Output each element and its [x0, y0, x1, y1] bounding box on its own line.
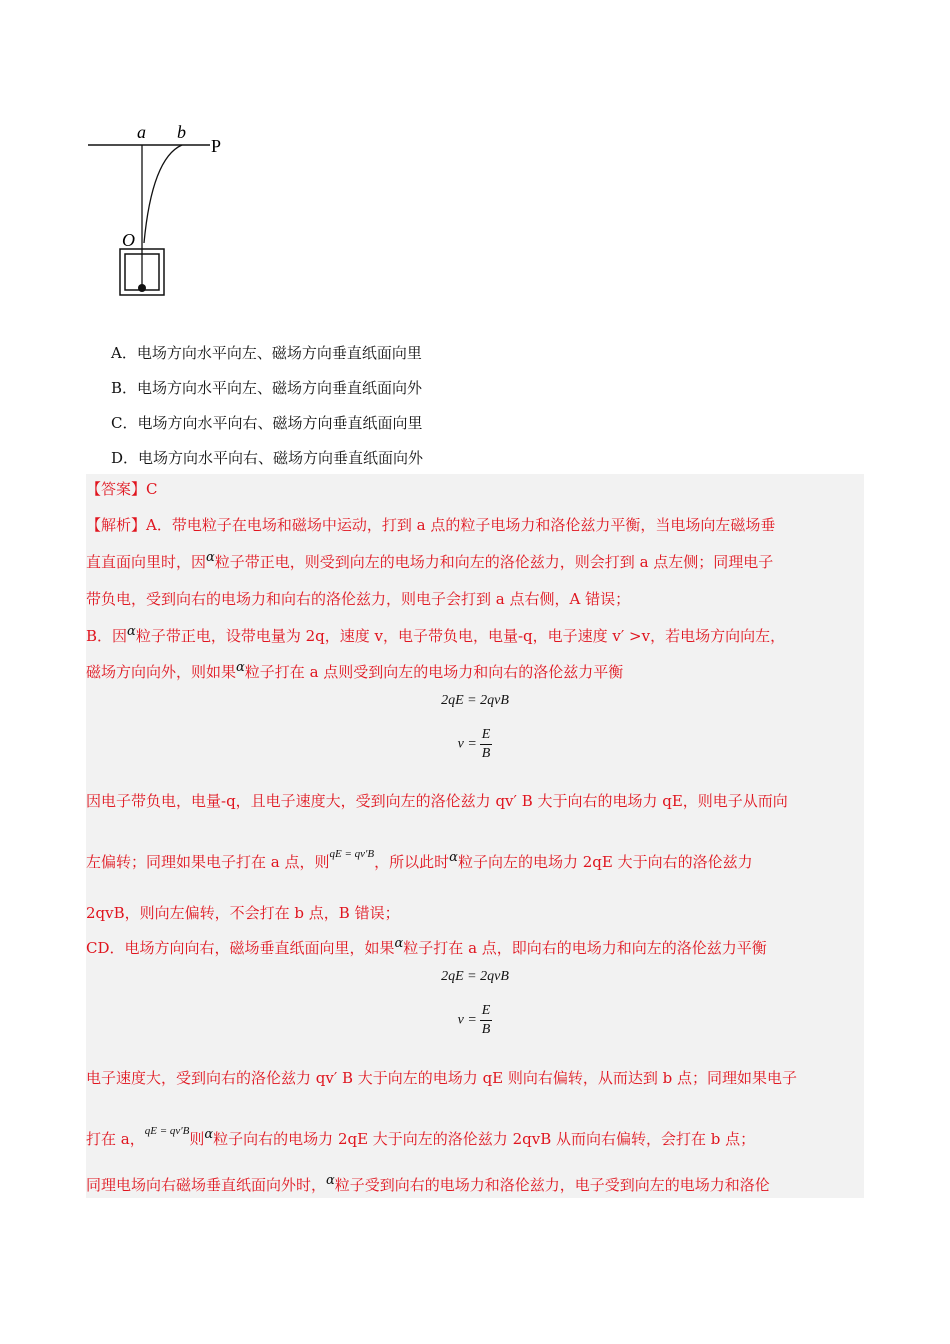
- answer-line: 【答案】C: [86, 480, 158, 498]
- analysis-line-5: 磁场方向向外，则如果α粒子打在 a 点则受到向左的电场力和向右的洛伦兹力平衡: [86, 660, 624, 681]
- alpha-symbol: α: [449, 850, 458, 865]
- alpha-symbol: α: [394, 936, 404, 951]
- formula-3: 2qE = 2qvB: [441, 969, 509, 984]
- analysis-line-10: 电子速度大，受到向右的洛伦兹力 qv′ B 大于向左的电场力 qE 则向右偏转，从而达到 b 点；同理如果电子: [86, 1069, 798, 1087]
- analysis-line-11: 打在 a，$^{qE = qv'B}$则α粒子向右的电场力 2qE 大于向左的洛伦兹力 2qvB 从而向右偏转，会打在 b 点；: [86, 1125, 756, 1148]
- formula-1: 2qE = 2qvB: [441, 693, 509, 708]
- option-d: D．电场方向水平向右、磁场方向垂直纸面向外: [111, 449, 424, 467]
- alpha-symbol: α: [236, 660, 245, 675]
- inline-equation: qE = qv′B: [329, 848, 375, 860]
- analysis-line-2: 直直面向里时，因α粒子带正电，则受到向左的电场力和向左的洛伦兹力，则会打到 a 点左侧；同理电子: [86, 550, 774, 571]
- alpha-symbol: α: [204, 1127, 214, 1142]
- curved-path: [144, 145, 182, 243]
- analysis-line-1: 【解析】A．带电粒子在电场和磁场中运动，打到 a 点的粒子电场力和洛伦兹力平衡，当电场向左磁场垂: [86, 516, 776, 534]
- formula-4: v = $\frac{E}{B}$: [457, 1003, 491, 1037]
- alpha-symbol: α: [127, 624, 136, 639]
- analysis-line-12: 同理电场向右磁场垂直纸面向外时，α粒子受到向右的电场力和洛伦兹力，电子受到向左的电场力和洛伦: [86, 1173, 770, 1194]
- formula-2: v = $\frac{E}{B}$: [457, 727, 491, 761]
- options-list: [111, 336, 423, 476]
- apparatus-diagram: [84, 118, 244, 308]
- answer-section: [86, 474, 864, 1198]
- analysis-line-6: 因电子带负电，电量-q，且电子速度大，受到向左的洛伦兹力 qv′ B 大于向右的电场力 qE，则电子从而向: [86, 792, 788, 810]
- apparatus-figure: [84, 118, 244, 308]
- label-o: O: [122, 230, 135, 250]
- option-b: B．电场方向水平向左、磁场方向垂直纸面向外: [111, 379, 423, 397]
- source-dot: [138, 284, 146, 292]
- label-b: b: [177, 122, 186, 142]
- inline-equation: qE = qv′B: [144, 1125, 190, 1137]
- analysis-line-8: 2qvB，则向左偏转，不会打在 b 点，B 错误；: [86, 904, 400, 922]
- label-p: P: [211, 136, 222, 156]
- option-a: A．电场方向水平向左、磁场方向垂直纸面向里: [111, 344, 422, 362]
- alpha-symbol: α: [326, 1173, 335, 1188]
- analysis-line-9: CD．电场方向向右，磁场垂直纸面向里，如果α粒子打在 a 点，即向右的电场力和向左的洛伦兹力平衡: [86, 936, 767, 957]
- label-a: a: [137, 122, 146, 142]
- alpha-symbol: α: [206, 550, 215, 565]
- analysis-line-7: 左偏转；同理如果电子打在 a 点，则$^{qE = qv'B}$，所以此时α粒子向左的电场力 2qE 大于向右的洛伦兹力: [86, 848, 753, 871]
- analysis-line-4: B．因α粒子带正电，设带电量为 2q，速度 v，电子带负电，电量-q，电子速度 v′ >v，若电场方向向左，: [86, 624, 786, 645]
- analysis-line-3: 带负电，受到向右的电场力和向右的洛伦兹力，则电子会打到 a 点右侧，A 错误；: [86, 590, 631, 608]
- option-c: C．电场方向水平向右、磁场方向垂直纸面向里: [111, 414, 423, 432]
